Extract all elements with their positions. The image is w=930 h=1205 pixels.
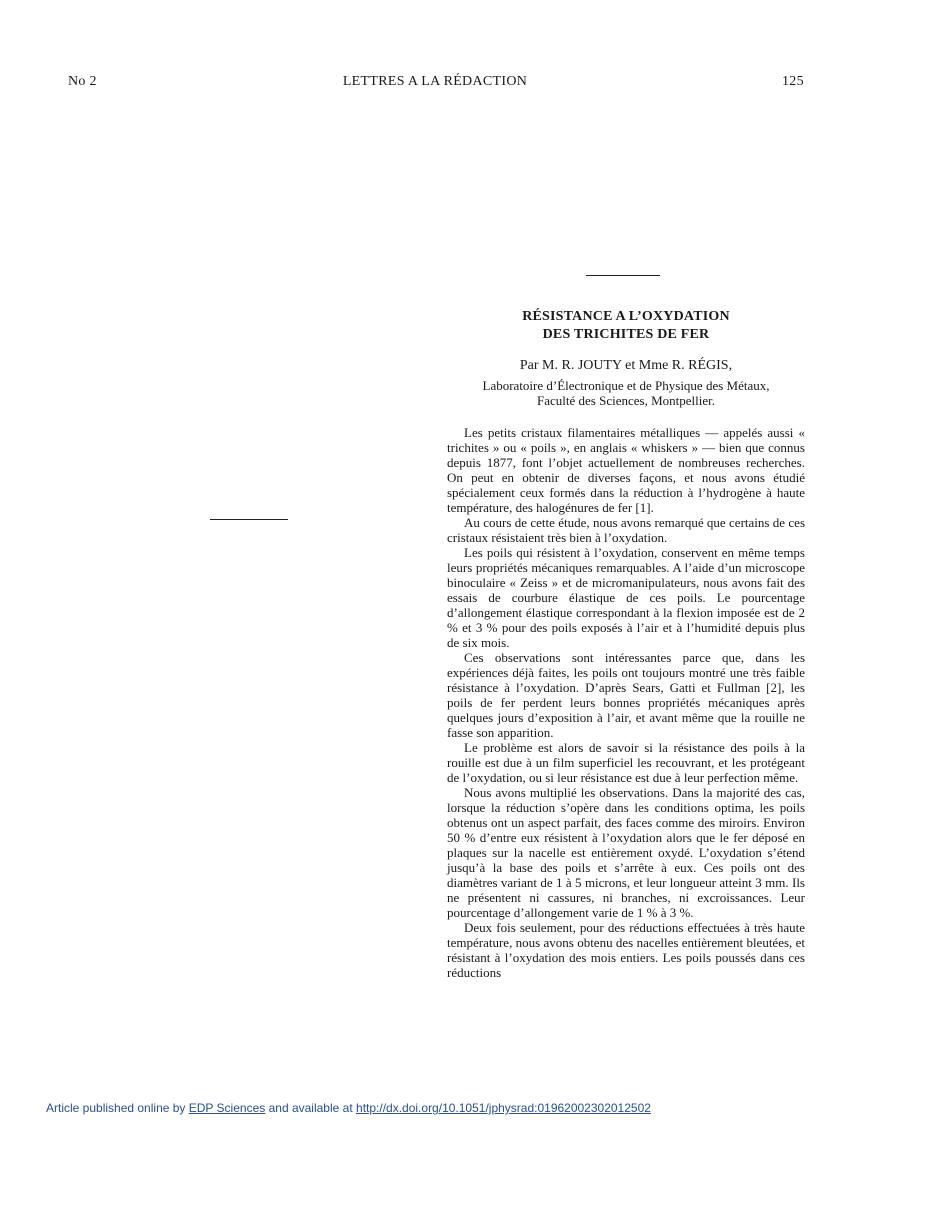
paragraph: Ces observations sont intéressantes parce que, dans les expériences déjà faites, les poils ont toujours montré une très faible résistance à l’oxydation. D’après Sears, Gatti et Fullman [2], les poils de fer perdent leurs bonnes propriétés mécaniques après quelques jours d’exposition à l’air, et avant même que la rouille ne fasse son apparition. [447, 650, 805, 740]
title-line-1: RÉSISTANCE A L’OXYDATION [522, 309, 730, 324]
affiliation-line-1: Laboratoire d’Électronique et de Physique des Métaux, [482, 378, 770, 393]
footer-prefix: Article published online by [46, 1101, 186, 1115]
publisher-link[interactable]: EDP Sciences [188, 1101, 266, 1115]
paragraph: Les poils qui résistent à l’oxydation, conservent en même temps leurs propriétés mécaniques remarquables. A l’aide d’un microscope binoculaire « Zeiss » et de micromanipulateurs, nous avons fait des essais de courbure élastique de ces poils. Le pourcentage d’allongement élastique correspondant à la flexion imposée est de 2 % et 3 % pour des poils exposés à l’air et à l’humidité depuis plus de six mois. [447, 545, 805, 650]
paragraph: Nous avons multiplié les observations. Dans la majorité des cas, lorsque la réduction s’opère dans les conditions optima, les poils obtenus ont un aspect parfait, des faces comme des miroirs. Environ 50 % d’entre eux résistent à l’oxydation alors que le fer déposé en plaques sur la nacelle est entièrement oxydé. L’oxydation s’étend jusqu’à la base des poils et s’arrête à eux. Ces poils ont des diamètres variant de 1 à 5 microns, et leur longueur atteint 3 mm. Ils ne présentent ni cassures, ni branches, ni excroissances. Leur pourcentage d’allongement varie de 1 % à 3 %. [447, 785, 805, 920]
paragraph: Au cours de cette étude, nous avons remarqué que certains de ces cristaux résistaient très bien à l’oxydation. [447, 515, 805, 545]
affiliation-line-2: Faculté des Sciences, Montpellier. [537, 393, 715, 408]
margin-rule [210, 519, 288, 520]
article-authors: Par M. R. JOUTY et Mme R. RÉGIS, [519, 358, 733, 373]
separator-rule [586, 275, 660, 276]
doi-link[interactable]: http://dx.doi.org/10.1051/jphysrad:01962002302012502 [356, 1101, 651, 1115]
article-affiliation [447, 378, 805, 408]
paragraph: Le problème est alors de savoir si la résistance des poils à la rouille est due à un film superficiel les recouvrant, et les protégeant de l’oxydation, ou si leur résistance est due à leur perfection même. [447, 740, 805, 785]
issue-number: No 2 [68, 74, 97, 89]
running-title: LETTRES A LA RÉDACTION [342, 74, 528, 89]
publication-footer [46, 1101, 651, 1115]
article-title [447, 308, 805, 344]
article-body [447, 425, 805, 980]
paragraph: Les petits cristaux filamentaires métalliques — appelés aussi « trichites » ou « poils », en anglais « whiskers » — bien que connus depuis 1877, font l’objet actuellement de nombreuses recherches. On peut en obtenir de diverses façons, et nous avons étudié spécialement ceux formés dans la réduction à l’hydrogène à haute température, des halogénures de fer [1]. [447, 425, 805, 515]
footer-middle: and available at [268, 1101, 353, 1115]
paragraph: Deux fois seulement, pour des réductions effectuées à très haute température, nous avons obtenu des nacelles entièrement bleutées, et résistant à l’oxydation des mois entiers. Les poils poussés dans ces réductions [447, 920, 805, 980]
page-number: 125 [782, 74, 804, 89]
title-line-2: DES TRICHITES DE FER [542, 327, 710, 342]
